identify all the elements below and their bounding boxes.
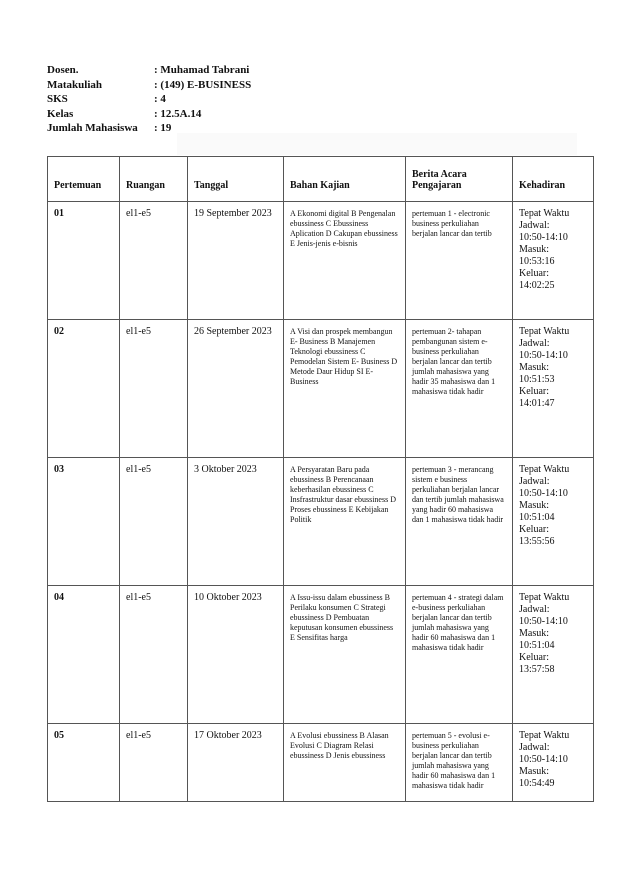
- info-sks: [47, 92, 251, 107]
- attendance-table: [47, 156, 594, 802]
- cell-pertemuan: 03: [48, 458, 120, 586]
- header-berita-acara: Berita Acara Pengajaran: [406, 157, 513, 202]
- masuk-label: Masuk:: [519, 500, 549, 511]
- info-jumlah: [47, 121, 251, 136]
- keluar-value: 14:01:47: [519, 398, 555, 409]
- masuk-label: Masuk:: [519, 628, 549, 639]
- header-kehadiran: Kehadiran: [513, 157, 594, 202]
- header-bahan-kajian: Bahan Kajian: [284, 157, 406, 202]
- info-value: : 12.5A.14: [154, 107, 202, 120]
- cell-bahan-kajian: A Persyaratan Baru pada ebussiness B Perencanaan keberhasilan ebussiness C Insfrastruktur dasar ebussiness D Proses ebussiness E Kebijakan Politik: [284, 458, 406, 586]
- info-label: Kelas: [47, 107, 74, 120]
- table-row: [48, 724, 594, 802]
- info-value: : (149) E-BUSINESS: [154, 78, 252, 91]
- jadwal-value: 10:50-14:10: [519, 616, 568, 627]
- jadwal-value: 10:50-14:10: [519, 754, 568, 765]
- jadwal-label: Jadwal:: [519, 604, 550, 615]
- header-tanggal: Tanggal: [188, 157, 284, 202]
- cell-ruangan: el1-e5: [120, 320, 188, 458]
- keluar-value: 13:57:58: [519, 664, 555, 675]
- keluar-value: 14:02:25: [519, 280, 555, 291]
- attendance-status: Tepat Waktu: [519, 730, 570, 741]
- cell-tanggal: 3 Oktober 2023: [188, 458, 284, 586]
- masuk-value: 10:51:04: [519, 512, 555, 523]
- header-pertemuan: Pertemuan: [48, 157, 120, 202]
- cell-pertemuan: 01: [48, 202, 120, 320]
- masuk-value: 10:51:53: [519, 374, 555, 385]
- info-band: [177, 133, 577, 155]
- table-row: [48, 458, 594, 586]
- table-row: [48, 586, 594, 724]
- info-label: Jumlah Mahasiswa: [47, 122, 138, 135]
- jadwal-value: 10:50-14:10: [519, 488, 568, 499]
- jadwal-label: Jadwal:: [519, 742, 550, 753]
- table-row: [48, 320, 594, 458]
- cell-berita-acara: pertemuan 1 - electronic business perkuliahan berjalan lancar dan tertib: [406, 202, 513, 320]
- attendance-status: Tepat Waktu: [519, 592, 570, 603]
- info-value: : 4: [154, 93, 166, 106]
- masuk-value: 10:53:16: [519, 256, 555, 267]
- jadwal-label: Jadwal:: [519, 476, 550, 487]
- attendance-status: Tepat Waktu: [519, 326, 570, 337]
- cell-pertemuan: 05: [48, 724, 120, 802]
- cell-bahan-kajian: A Evolusi ebussiness B Alasan Evolusi C Diagram Relasi ebussiness D Jenis ebussiness: [284, 724, 406, 802]
- info-label: Matakuliah: [47, 78, 103, 91]
- attendance-status: Tepat Waktu: [519, 208, 570, 219]
- jadwal-label: Jadwal:: [519, 220, 550, 231]
- masuk-label: Masuk:: [519, 362, 549, 373]
- cell-tanggal: 17 Oktober 2023: [188, 724, 284, 802]
- cell-ruangan: el1-e5: [120, 458, 188, 586]
- cell-kehadiran: [513, 320, 594, 458]
- masuk-value: 10:54:49: [519, 778, 555, 789]
- keluar-label: Keluar:: [519, 386, 549, 397]
- table-header-row: [48, 157, 594, 202]
- header-ruangan: Ruangan: [120, 157, 188, 202]
- cell-tanggal: 10 Oktober 2023: [188, 586, 284, 724]
- cell-berita-acara: pertemuan 2- tahapan pembangunan sistem e-business perkuliahan berjalan lancar dan tertib jumlah mahasiswa yang hadir 35 mahasiswa dan 1 mahasiswa tidak hadir: [406, 320, 513, 458]
- cell-berita-acara: pertemuan 5 - evolusi e-business perkuliahan berjalan lancar dan tertib jumlah mahasiswa yang hadir 60 mahasiswa dan 1 mahasiswa tidak hadir: [406, 724, 513, 802]
- course-info: [47, 63, 251, 136]
- masuk-label: Masuk:: [519, 766, 549, 777]
- cell-ruangan: el1-e5: [120, 724, 188, 802]
- jadwal-value: 10:50-14:10: [519, 232, 568, 243]
- masuk-value: 10:51:04: [519, 640, 555, 651]
- cell-kehadiran: [513, 458, 594, 586]
- cell-bahan-kajian: A Issu-issu dalam ebussiness B Perilaku konsumen C Strategi ebussiness D Pembuatan keputusan konsumen ebussiness E Sensifitas harga: [284, 586, 406, 724]
- cell-kehadiran: [513, 724, 594, 802]
- cell-berita-acara: pertemuan 3 - merancang sistem e business perkuliahan berjalan lancar dan tertib jumlah mahasiswa yang hadir 60 mahasiswa dan 1 mahasiswa tidak hadir: [406, 458, 513, 586]
- cell-tanggal: 26 September 2023: [188, 320, 284, 458]
- cell-ruangan: el1-e5: [120, 586, 188, 724]
- keluar-label: Keluar:: [519, 652, 549, 663]
- cell-kehadiran: [513, 202, 594, 320]
- attendance-status: Tepat Waktu: [519, 464, 570, 475]
- info-matakuliah: [47, 78, 251, 93]
- info-value: : 19: [154, 122, 172, 135]
- cell-tanggal: 19 September 2023: [188, 202, 284, 320]
- jadwal-value: 10:50-14:10: [519, 350, 568, 361]
- keluar-value: 13:55:56: [519, 536, 555, 547]
- cell-berita-acara: pertemuan 4 - strategi dalam e-business perkuliahan berjalan lancar dan tertib jumlah mahasiswa yang hadir 60 mahasiswa dan 1 mahasiswa tidak hadir: [406, 586, 513, 724]
- masuk-label: Masuk:: [519, 244, 549, 255]
- keluar-label: Keluar:: [519, 524, 549, 535]
- keluar-label: Keluar:: [519, 268, 549, 279]
- cell-bahan-kajian: A Ekonomi digital B Pengenalan ebussiness C Ebussiness Aplication D Cakupan ebussiness E Jenis-jenis e-bisnis: [284, 202, 406, 320]
- info-value: : Muhamad Tabrani: [154, 64, 250, 76]
- cell-kehadiran: [513, 586, 594, 724]
- info-label: SKS: [47, 93, 68, 106]
- cell-ruangan: el1-e5: [120, 202, 188, 320]
- cell-pertemuan: 02: [48, 320, 120, 458]
- cell-bahan-kajian: A Visi dan prospek membangun E- Business B Manajemen Teknologi ebussiness C Pemodelan Sistem E- Business D Metode Daur Hidup SI E- Business: [284, 320, 406, 458]
- table-row: [48, 202, 594, 320]
- info-dosen: [47, 63, 251, 78]
- info-label: Dosen.: [47, 64, 79, 76]
- info-kelas: [47, 107, 251, 122]
- jadwal-label: Jadwal:: [519, 338, 550, 349]
- cell-pertemuan: 04: [48, 586, 120, 724]
